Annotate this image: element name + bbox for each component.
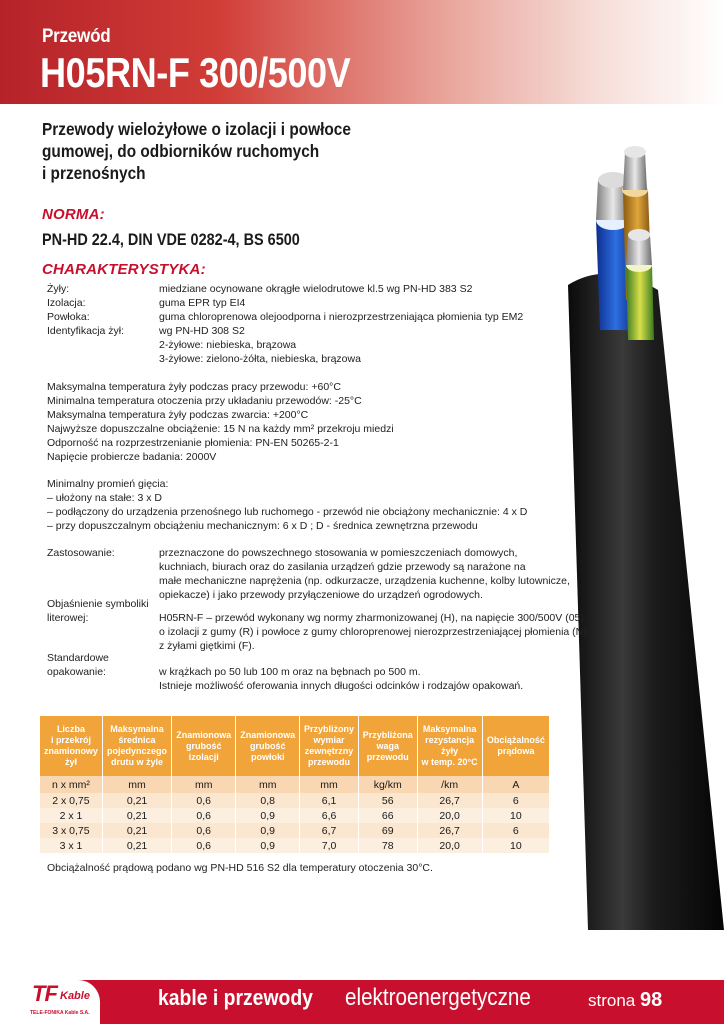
unit-cell: n x mm² — [40, 776, 102, 793]
table-cell: 20,0 — [417, 808, 482, 823]
table-cell: 6,1 — [300, 793, 359, 808]
char-label: Identyfikacja żył: — [47, 325, 125, 337]
application-line: opiekacze) i jako przewody przyłączeniowe do urządzeń ogrodowych. — [159, 589, 483, 601]
page-label: strona — [588, 991, 636, 1010]
table-cell: 2 x 1 — [40, 808, 102, 823]
char-value: guma chloroprenowa olejoodporna i nierozprzestrzeniająca płomienia typ EM2 — [159, 311, 524, 323]
char-value-extra: 3-żyłowe: zielono-żółta, niebieska, brązowa — [159, 353, 361, 365]
bending-line: – przy dopuszczalnym obciążeniu mechanicznym: 6 x D ; D - średnica zewnętrzna przewodu — [47, 520, 478, 532]
symbols-line: H05RN-F – przewód wykonany wg normy zharmonizowanej (H), na napięcie 300/500V (05), — [159, 612, 587, 624]
table-cell: 0,6 — [172, 808, 236, 823]
table-cell: 66 — [358, 808, 417, 823]
table-cell: 0,6 — [172, 823, 236, 838]
header-band — [0, 0, 724, 104]
norma-heading: NORMA: — [42, 206, 105, 223]
table-cell: 0,21 — [102, 793, 171, 808]
application-label: Zastosowanie: — [47, 547, 115, 559]
spec-table — [40, 716, 550, 853]
footer-category-bold: kable i przewody — [158, 985, 313, 1010]
char-value: miedziane ocynowane okrągłe wielodrutowe kl.5 wg PN-HD 383 S2 — [159, 283, 473, 295]
table-cell: 0,21 — [102, 838, 171, 853]
table-cell: 78 — [358, 838, 417, 853]
table-cell: 26,7 — [417, 793, 482, 808]
table-units-row — [40, 776, 550, 793]
packaging-line: w krążkach po 50 lub 100 m oraz na bębnach po 500 m. — [159, 666, 421, 678]
table-cell: 56 — [358, 793, 417, 808]
lead-line: Przewody wielożyłowe o izolacji i powłoce — [42, 119, 351, 139]
col-header-weight: Przybliżona waga przewodu — [358, 716, 417, 776]
col-header-resistance: Maksymalna rezystancja żyły w temp. 20°C — [417, 716, 482, 776]
application-line: przeznaczone do powszechnego stosowania w pomieszczeniach domowych, — [159, 547, 518, 559]
footer-category-light: elektroenergetyczne — [345, 984, 531, 1011]
unit-cell: /km — [417, 776, 482, 793]
company-logo — [0, 980, 100, 1024]
bending-line: – ułożony na stałe: 3 x D — [47, 492, 162, 504]
table-cell: 0,21 — [102, 808, 171, 823]
unit-cell: mm — [102, 776, 171, 793]
table-cell: 69 — [358, 823, 417, 838]
col-header-insulation: Znamionowa grubość izolacji — [172, 716, 236, 776]
table-row — [40, 838, 550, 853]
table-header-row — [40, 716, 550, 776]
logo-tf: TF — [32, 981, 57, 1006]
table-row — [40, 808, 550, 823]
packaging-line: Istnieje możliwość oferowania innych długości odcinków i rodzajów opakowań. — [159, 680, 524, 692]
table-cell: 26,7 — [417, 823, 482, 838]
table-cell: 0,6 — [172, 793, 236, 808]
lead-line: i przenośnych — [42, 163, 146, 183]
param-line: Napięcie probiercze badania: 2000V — [47, 451, 217, 463]
table-cell: 0,8 — [236, 793, 300, 808]
col-header-cores: Liczba i przekrój znamionowy żył — [40, 716, 102, 776]
param-line: Maksymalna temperatura żyły podczas zwarcia: +200°C — [47, 409, 309, 421]
application-line: kuchniach, biurach oraz do zasilania urządzeń gdzie przewody są narażone na — [159, 561, 526, 573]
packaging-label: opakowanie: — [47, 666, 106, 678]
table-cell: 6 — [482, 793, 549, 808]
lead-line: gumowej, do odbiorników ruchomych — [42, 141, 320, 161]
symbols-label: literowej: — [47, 612, 89, 624]
footer-band — [0, 980, 724, 1024]
char-value: wg PN-HD 308 S2 — [159, 325, 245, 337]
bending-line: Minimalny promień gięcia: — [47, 478, 169, 490]
table-cell: 6 — [482, 823, 549, 838]
symbols-label: Objaśnienie symboliki — [47, 598, 149, 610]
table-row — [40, 823, 550, 838]
char-value-extra: 2-żyłowe: niebieska, brązowa — [159, 339, 297, 351]
table-cell: 3 x 1 — [40, 838, 102, 853]
packaging-label: Standardowe — [47, 652, 109, 664]
unit-cell: kg/km — [358, 776, 417, 793]
unit-cell: mm — [300, 776, 359, 793]
char-label: Powłoka: — [47, 311, 90, 323]
table-row — [40, 793, 550, 808]
cable-image — [548, 140, 724, 930]
characteristics-heading: CHARAKTERYSTYKA: — [42, 261, 206, 278]
param-line: Minimalna temperatura otoczenia przy układaniu przewodów: -25°C — [47, 395, 362, 407]
table-cell: 3 x 0,75 — [40, 823, 102, 838]
header-subtitle: Przewód — [42, 26, 111, 47]
table-cell: 2 x 0,75 — [40, 793, 102, 808]
lead-description — [42, 118, 462, 184]
logo-kable: Kable — [60, 990, 90, 1002]
unit-cell: mm — [172, 776, 236, 793]
char-label: Żyły: — [47, 283, 70, 295]
table-cell: 10 — [482, 808, 549, 823]
bending-line: – podłączony do urządzenia przenośnego lub ruchomego - przewód nie obciążony mechanicznie: 4 x D — [47, 506, 528, 518]
char-value: guma EPR typ EI4 — [159, 297, 246, 309]
logo-company-name: TELE-FONIKA Kable S.A. — [30, 1010, 90, 1016]
table-cell: 0,21 — [102, 823, 171, 838]
page-number — [588, 989, 662, 1012]
param-line: Najwyższe dopuszczalne obciążenie: 15 N na każdy mm² przekroju miedzi — [47, 423, 394, 435]
symbols-line: z żyłami giętkimi (F). — [159, 640, 255, 652]
param-line: Odporność na rozprzestrzenianie płomienia: PN-EN 50265-2-1 — [47, 437, 339, 449]
table-cell: 7,0 — [300, 838, 359, 853]
table-cell: 6,6 — [300, 808, 359, 823]
table-cell: 0,9 — [236, 808, 300, 823]
col-header-wire-diameter: Maksymalna średnica pojedynczego drutu w żyle — [102, 716, 171, 776]
application-line: małe mechaniczne naprężenia (np. odkurzacze, urządzenia kuchenne, kolby lutownicze, — [159, 575, 570, 587]
col-header-sheath: Znamionowa grubość powłoki — [236, 716, 300, 776]
table-cell: 0,9 — [236, 838, 300, 853]
col-header-outer-dim: Przybliżony wymiar zewnętrzny przewodu — [300, 716, 359, 776]
char-label: Izolacja: — [47, 297, 86, 309]
col-header-current: Obciążalność prądowa — [482, 716, 549, 776]
unit-cell: A — [482, 776, 549, 793]
unit-cell: mm — [236, 776, 300, 793]
norma-text: PN-HD 22.4, DIN VDE 0282-4, BS 6500 — [42, 230, 300, 249]
table-cell: 0,9 — [236, 823, 300, 838]
table-cell: 20,0 — [417, 838, 482, 853]
page-number-value: 98 — [639, 989, 663, 1011]
table-cell: 0,6 — [172, 838, 236, 853]
page-title: H05RN-F 300/500V — [40, 49, 351, 96]
table-note: Obciążalność prądową podano wg PN-HD 516 S2 dla temperatury otoczenia 30°C. — [47, 862, 433, 874]
table-cell: 10 — [482, 838, 549, 853]
symbols-line: o izolacji z gumy (R) i powłoce z gumy chloroprenowej nierozprzestrzeniającej płomienia (N) — [159, 626, 587, 638]
table-cell: 6,7 — [300, 823, 359, 838]
param-line: Maksymalna temperatura żyły podczas pracy przewodu: +60°C — [47, 381, 341, 393]
